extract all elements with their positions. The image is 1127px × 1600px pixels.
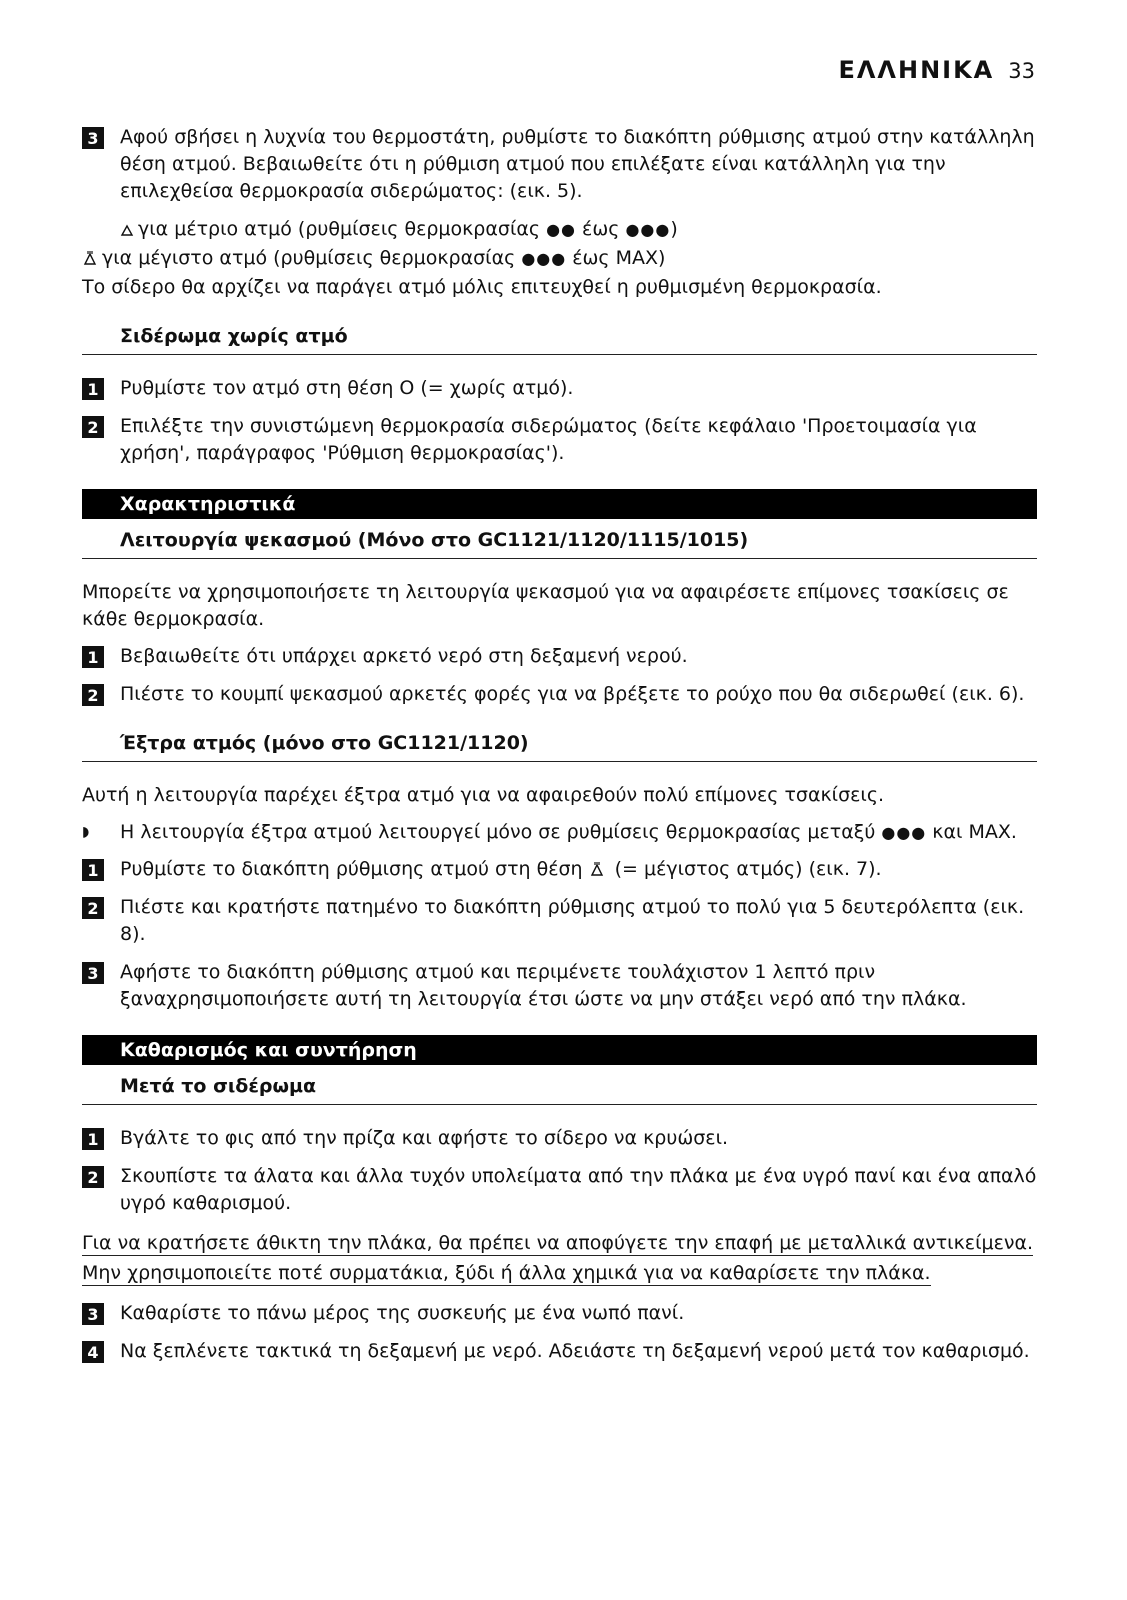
step-number: 3 — [82, 127, 104, 149]
step-item — [82, 1163, 1037, 1217]
step-text: Ρυθμίστε το διακόπτη ρύθμισης ατμού στη θέση (= μέγιστος ατμός) (εικ. 7). — [120, 858, 882, 880]
note-item — [82, 819, 1037, 846]
max-steam-line: για μέγιστο ατμό (ρυθμίσεις θερμοκρασίας ●●● έως MAX) — [82, 245, 1037, 272]
step-number: 2 — [82, 416, 104, 438]
step-item — [82, 681, 1037, 708]
note-text: Η λειτουργία έξτρα ατμού λειτουργεί μόνο σε ρυθμίσεις θερμοκρασίας μεταξύ ●●● και MAX. — [120, 821, 1017, 843]
step-text: Πιέστε το κουμπί ψεκασμού αρκετές φορές για να βρέξετε το ρούχο που θα σιδερωθεί (εικ. 6). — [120, 683, 1025, 705]
step-text: Σκουπίστε τα άλατα και άλλα τυχόν υπολείματα από την πλάκα με ένα υγρό πανί και ένα απαλό υγρό καθαρισμού. — [120, 1165, 1037, 1214]
max-steam-icon — [82, 250, 98, 266]
step-item — [82, 413, 1037, 467]
step-item — [82, 643, 1037, 670]
temp-dots: ●●● — [881, 823, 927, 842]
step-number: 2 — [82, 684, 104, 706]
step-item — [82, 1338, 1037, 1365]
moderate-steam-icon — [120, 223, 134, 237]
extra-steam-intro: Αυτή η λειτουργία παρέχει έξτρα ατμό για να αφαιρεθούν πολύ επίμονες τσακίσεις. — [82, 784, 885, 806]
step-item — [82, 124, 1037, 205]
step-text: Να ξεπλένετε τακτικά τη δεξαμενή με νερό. Αδειάστε τη δεξαμενή νερού μετά τον καθαρισμό. — [120, 1340, 1030, 1362]
spray-intro: Μπορείτε να χρησιμοποιήσετε τη λειτουργία ψεκασμού για να αφαιρέσετε επίμονες τσακίσεις σε κάθε θερμοκρασία. — [82, 581, 1009, 630]
step-text: Επιλέξτε την συνιστώμενη θερμοκρασία σιδερώματος (δείτε κεφάλαιο 'Προετοιμασία για χρήση', παράγραφος 'Ρύθμιση θερμοκρασίας'). — [120, 415, 977, 464]
step-text: Βεβαιωθείτε ότι υπάρχει αρκετό νερό στη δεξαμενή νερού. — [120, 645, 688, 667]
page-content — [82, 124, 1037, 1376]
step-number: 3 — [82, 1303, 104, 1325]
step-item — [82, 375, 1037, 402]
step-number: 2 — [82, 897, 104, 919]
step-number: 2 — [82, 1166, 104, 1188]
chapter-bar-cleaning: Καθαρισμός και συντήρηση — [82, 1035, 1037, 1065]
section-title-spray: Λειτουργία ψεκασμού (Μόνο στο GC1121/1120/1115/1015) — [82, 527, 1037, 559]
section-title-dry-ironing: Σιδέρωμα χωρίς ατμό — [82, 323, 1037, 355]
step-item — [82, 1300, 1037, 1327]
page-header — [838, 56, 1035, 84]
step-number: 1 — [82, 378, 104, 400]
section-title-after-ironing: Μετά το σιδέρωμα — [82, 1073, 1037, 1105]
steam-closing-text: Το σίδερο θα αρχίζει να παράγει ατμό μόλις επιτευχθεί η ρυθμισμένη θερμοκρασία. — [82, 276, 882, 298]
warning-text: Για να κρατήσετε άθικτη την πλάκα, θα πρέπει να αποφύγετε την επαφή με μεταλλικά αντικείμενα. Μην χρησιμοποιείτε ποτέ συρματάκια, ξύδι ή άλλα χημικά για να καθαρίσετε την πλάκα. — [82, 1232, 1034, 1284]
moderate-steam-line: για μέτριο ατμό (ρυθμίσεις θερμοκρασίας ●● έως ●●●) — [82, 216, 1037, 243]
note-bullet-icon: ◗ — [82, 824, 90, 840]
max-steam-icon — [589, 861, 605, 877]
step-number: 4 — [82, 1341, 104, 1363]
language-label: ΕΛΛΗΝΙΚΑ — [838, 56, 995, 84]
step-text: Πιέστε και κρατήστε πατημένο το διακόπτη ρύθμισης ατμού το πολύ για 5 δευτερόλεπτα (εικ. 8). — [120, 896, 1025, 945]
step-item — [82, 1125, 1037, 1152]
step-number: 3 — [82, 962, 104, 984]
step-text: Καθαρίστε το πάνω μέρος της συσκευής με ένα νωπό πανί. — [120, 1302, 685, 1324]
step-item — [82, 959, 1037, 1013]
temp-dots: ●●● — [625, 220, 671, 239]
step-item — [82, 894, 1037, 948]
page-number: 33 — [1008, 59, 1035, 83]
chapter-bar-features: Χαρακτηριστικά — [82, 489, 1037, 519]
step-text: Αφήστε το διακόπτη ρύθμισης ατμού και περιμένετε τουλάχιστον 1 λεπτό πριν ξαναχρησιμοποιήσετε αυτή τη λειτουργία έτσι ώστε να μην στάξει νερό από την πλάκα. — [120, 961, 967, 1010]
step-text: Ρυθμίστε τον ατμό στη θέση O (= χωρίς ατμό). — [120, 377, 574, 399]
step-item — [82, 856, 1037, 883]
step-number: 1 — [82, 646, 104, 668]
temp-dots: ●●● — [521, 249, 567, 268]
step-number: 1 — [82, 1128, 104, 1150]
temp-dots: ●● — [546, 220, 577, 239]
step-text: Αφού σβήσει η λυχνία του θερμοστάτη, ρυθμίστε το διακόπτη ρύθμισης ατμού στην κατάλληλη θέση ατμού. Βεβαιωθείτε ότι η ρύθμιση ατμού που επιλέξατε είναι κατάλληλη για την επιλεχθείσα θερμοκρασία σιδερώματος: (εικ. 5). — [120, 126, 1035, 202]
step-number: 1 — [82, 859, 104, 881]
step-text: Βγάλτε το φις από την πρίζα και αφήστε το σίδερο να κρυώσει. — [120, 1127, 729, 1149]
section-title-extra-steam: Έξτρα ατμός (μόνο στο GC1121/1120) — [82, 730, 1037, 762]
